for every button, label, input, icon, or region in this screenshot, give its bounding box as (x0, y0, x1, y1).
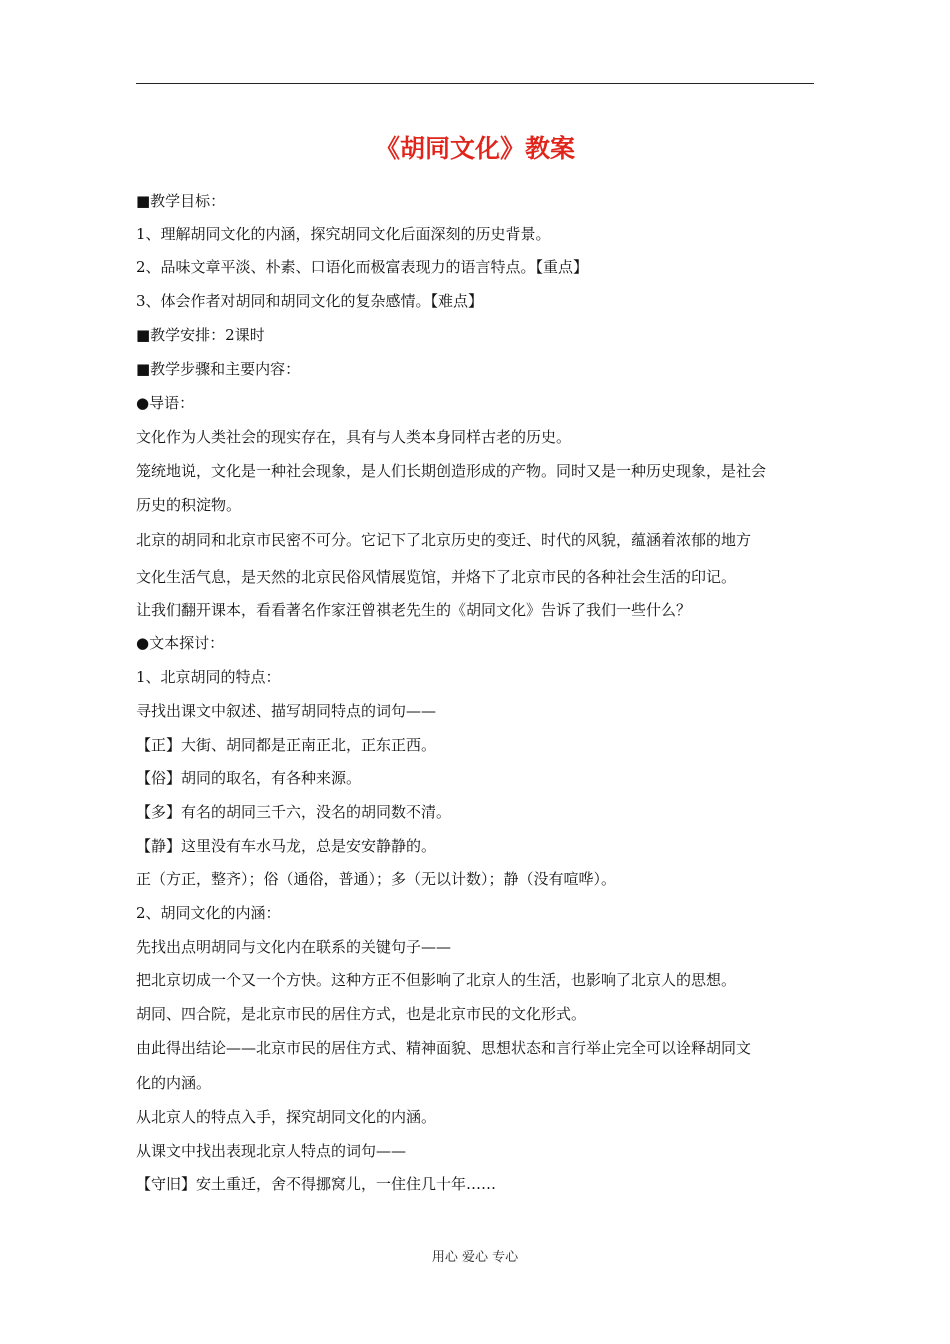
text-line: 笼统地说，文化是一种社会现象，是人们长期创造形成的产物。同时又是一种历史现象，是社会 (136, 462, 767, 480)
page-footer: 用心 爱心 专心 (431, 1250, 519, 1265)
text-line: 胡同、四合院，是北京市民的居住方式，也是北京市民的文化形式。 (136, 1005, 587, 1023)
section-heading-schedule: ■教学安排：2课时 (136, 326, 265, 344)
text-line: 文化作为人类社会的现实存在，具有与人类本身同样古老的历史。 (136, 428, 572, 446)
text-line: 让我们翻开课本，看看著名作家汪曾祺老先生的《胡同文化》告诉了我们一些什么？ (136, 601, 692, 619)
text-line: 由此得出结论——北京市民的居住方式、精神面貌、思想状态和言行举止完全可以诠释胡同文 (136, 1039, 752, 1057)
subsection-heading-text-discussion: ●文本探讨： (136, 634, 225, 652)
text-line: 【多】有名的胡同三千六，没名的胡同数不清。 (136, 803, 452, 821)
text-line: 【守旧】安土重迁，舍不得挪窝儿，一住住几十年…… (136, 1175, 497, 1193)
text-line: 寻找出课文中叙述、描写胡同特点的词句—— (136, 702, 437, 720)
text-line: 文化生活气息，是天然的北京民俗风情展览馆，并烙下了北京市民的各种社会生活的印记。 (136, 568, 737, 586)
text-line: 先找出点明胡同与文化内在联系的关键句子—— (136, 938, 452, 956)
text-line: 从课文中找出表现北京人特点的词句—— (136, 1142, 407, 1160)
subsection-heading-intro: ●导语： (136, 394, 195, 412)
text-line: 历史的积淀物。 (136, 496, 242, 514)
text-line: 【俗】胡同的取名，有各种来源。 (136, 769, 362, 787)
text-line: 2、胡同文化的内涵： (136, 904, 281, 922)
text-line: 【静】这里没有车水马龙，总是安安静静的。 (136, 837, 437, 855)
header-rule (136, 83, 814, 84)
text-line: 正（方正，整齐）；俗（通俗，普通）；多（无以计数）；静（没有喧哗）。 (136, 870, 617, 888)
text-line: 化的内涵。 (136, 1074, 212, 1092)
section-heading-objectives: ■教学目标： (136, 192, 226, 210)
text-line: 1、北京胡同的特点： (136, 668, 281, 686)
section-heading-steps: ■教学步骤和主要内容： (136, 360, 301, 378)
text-line: 把北京切成一个又一个方快。这种方正不但影响了北京人的生活，也影响了北京人的思想。 (136, 971, 737, 989)
text-line: 2、品味文章平淡、朴素、口语化而极富表现力的语言特点。【重点】 (136, 258, 589, 276)
text-line: 北京的胡同和北京市民密不可分。它记下了北京历史的变迁、时代的风貌，蕴涵着浓郁的地方 (136, 531, 752, 549)
document-title: 《胡同文化》教案 (374, 134, 575, 163)
text-line: 从北京人的特点入手，探究胡同文化的内涵。 (136, 1108, 437, 1126)
text-line: 1、理解胡同文化的内涵，探究胡同文化后面深刻的历史背景。 (136, 225, 551, 243)
text-line: 【正】大街、胡同都是正南正北，正东正西。 (136, 736, 437, 754)
text-line: 3、体会作者对胡同和胡同文化的复杂感情。【难点】 (136, 292, 484, 310)
